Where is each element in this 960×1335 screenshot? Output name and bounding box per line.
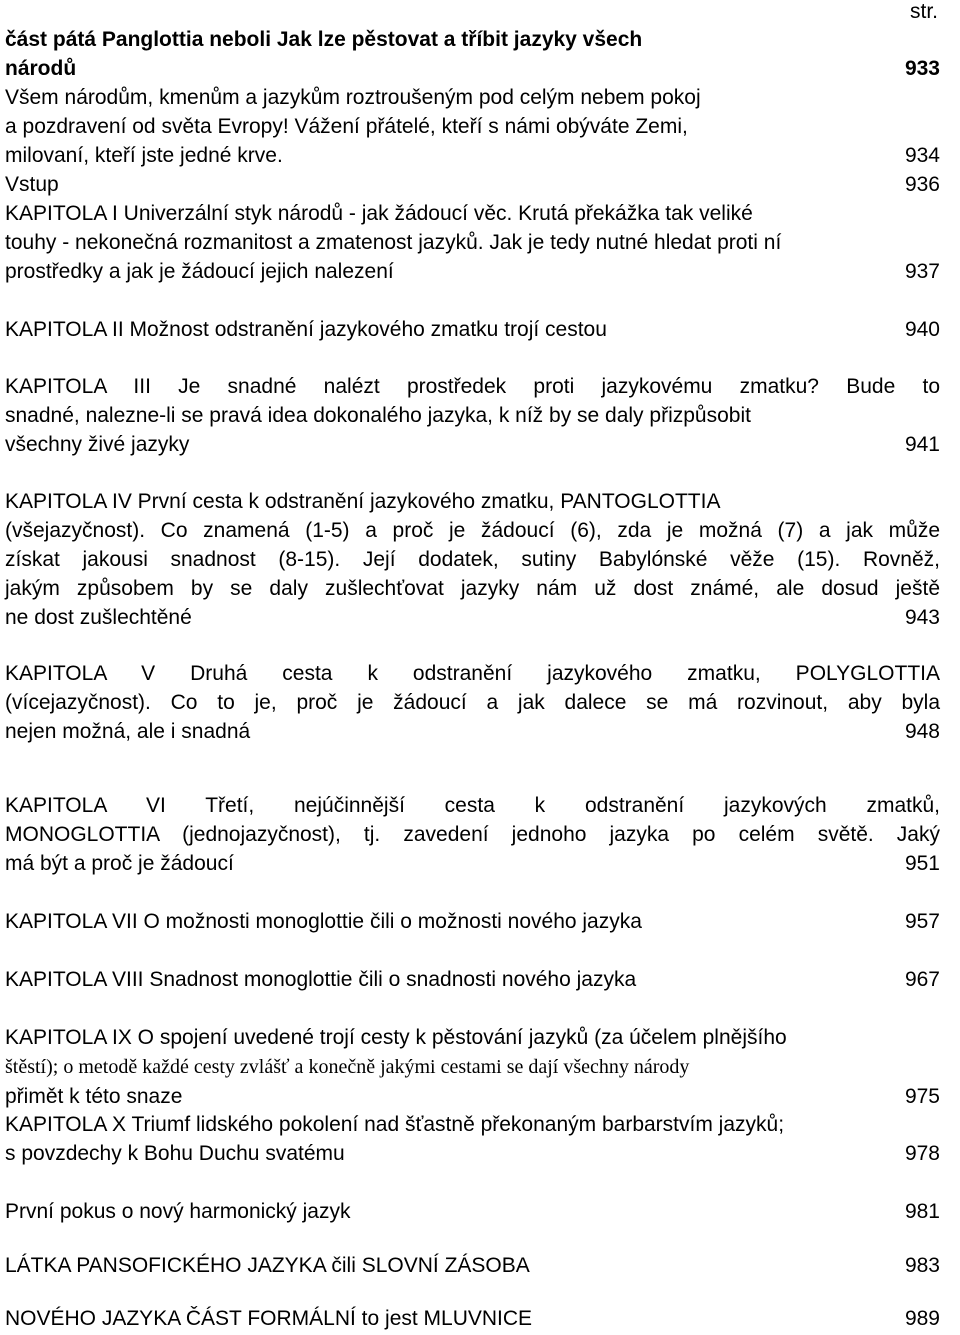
page-number: 981 — [904, 1200, 940, 1223]
toc-entry-mluvnice — [5, 1304, 940, 1333]
toc-entry-kapitola-2 — [5, 315, 940, 344]
entry-line: jakým způsobem by se daly zušlechťovat jazyky nám už dost známé, ale dosud ještě — [5, 577, 940, 600]
entry-line: (všejazyčnost). Co znamená (1-5) a proč je žádoucí (6), zda je možná (7) a jak může — [5, 519, 940, 542]
entry-line: KAPITOLA X Triumf lidského pokolení nad šťastně překonaným barbarstvím jazyků; — [5, 1113, 785, 1136]
page-number: 943 — [904, 606, 940, 629]
entry-line: První pokus o nový harmonický jazyk — [5, 1200, 351, 1223]
entry-line: všechny živé jazyky — [5, 433, 190, 456]
page-number: 983 — [904, 1254, 940, 1277]
entry-line: KAPITOLA VI Třetí, nejúčinnější cesta k odstranění jazykových zmatků, — [5, 794, 940, 817]
page-number: 989 — [904, 1307, 940, 1330]
entry-line: Vstup — [5, 173, 59, 196]
entry-line: získat jakousi snadnost (8-15). Její dodatek, sutiny Babylónské věže (15). Rovněž, — [5, 548, 940, 571]
page-column-header: str. — [909, 0, 938, 23]
entry-line: LÁTKA PANSOFICKÉHO JAZYKA čili SLOVNÍ ZÁSOBA — [5, 1254, 530, 1277]
toc-entry-kapitola-1 — [5, 199, 940, 286]
toc-entry-kapitola-6 — [5, 791, 940, 878]
entry-line: štěstí); o metodě každé cesty zvlášť a konečně jakými cestami se dají všechny národy — [5, 1056, 690, 1078]
entry-line: Všem národům, kmenům a jazykům roztroušeným pod celým nebem pokoj — [5, 86, 701, 109]
entry-line: prostředky a jak je žádoucí jejich nalezení — [5, 260, 394, 283]
entry-line: přimět k této snaze — [5, 1085, 183, 1108]
page-number: 948 — [904, 720, 940, 743]
entry-line: KAPITOLA VII O možnosti monoglottie čili o možnosti nového jazyka — [5, 910, 642, 933]
toc-entry-vsem-narodum — [5, 83, 940, 170]
toc-entry-cast-pata — [5, 25, 940, 83]
entry-line: MONOGLOTTIA (jednojazyčnost), tj. zavedení jednoho jazyka po celém světě. Jaký — [5, 823, 940, 846]
toc-entry-kapitola-5 — [5, 659, 940, 746]
entry-line: ne dost zušlechtěné — [5, 606, 192, 629]
toc-entry-kapitola-8 — [5, 965, 940, 994]
toc-entry-vstup — [5, 170, 940, 199]
page-number: 951 — [904, 852, 940, 875]
entry-line: KAPITOLA III Je snadné nalézt prostředek proti jazykovému zmatku? Bude to — [5, 375, 940, 398]
entry-line: (vícejazyčnost). Co to je, proč je žádoucí a jak dalece se má rozvinout, aby byla — [5, 691, 940, 714]
entry-line: snadné, nalezne-li se pravá idea dokonalého jazyka, k níž by se daly přizpůsobit — [5, 404, 751, 427]
toc-entry-kapitola-10 — [5, 1110, 940, 1168]
toc-entry-prvni-pokus — [5, 1197, 940, 1226]
entry-line: má být a proč je žádoucí — [5, 852, 234, 875]
entry-line: nejen možná, ale i snadná — [5, 720, 251, 743]
entry-line: KAPITOLA V Druhá cesta k odstranění jazykového zmatku, POLYGLOTTIA — [5, 662, 940, 685]
entry-line: KAPITOLA VIII Snadnost monoglottie čili o snadnosti nového jazyka — [5, 968, 637, 991]
entry-line: část pátá Panglottia neboli Jak lze pěstovat a tříbit jazyky všech — [5, 28, 643, 51]
entry-line: milovaní, kteří jste jedné krve. — [5, 144, 283, 167]
entry-line: touhy - nekonečná rozmanitost a zmatenost jazyků. Jak je tedy nutné hledat proti ní — [5, 231, 782, 254]
toc-entry-latka — [5, 1251, 940, 1280]
entry-line: KAPITOLA II Možnost odstranění jazykového zmatku trojí cestou — [5, 318, 607, 341]
entry-line: KAPITOLA IX O spojení uvedené trojí cesty k pěstování jazyků (za účelem plnějšího — [5, 1026, 787, 1049]
entry-line: KAPITOLA IV První cesta k odstranění jazykového zmatku, PANTOGLOTTIA — [5, 490, 721, 513]
page-number: 967 — [904, 968, 940, 991]
page-number: 941 — [904, 433, 940, 456]
page-number: 940 — [904, 318, 940, 341]
page-number: 957 — [904, 910, 940, 933]
page-number: 978 — [904, 1142, 940, 1165]
entry-line: s povzdechy k Bohu Duchu svatému — [5, 1142, 345, 1165]
toc-entry-kapitola-7 — [5, 907, 940, 936]
toc-entry-kapitola-4 — [5, 487, 940, 632]
page-number: 933 — [904, 57, 940, 80]
entry-line: KAPITOLA I Univerzální styk národů - jak žádoucí věc. Krutá překážka tak veliké — [5, 202, 753, 225]
page-number: 975 — [904, 1085, 940, 1108]
page-number: 936 — [904, 173, 940, 196]
toc-entry-kapitola-3 — [5, 372, 940, 459]
entry-line: a pozdravení od světa Evropy! Vážení přátelé, kteří s námi obýváte Zemi, — [5, 115, 688, 138]
page-number: 934 — [904, 144, 940, 167]
toc-entry-kapitola-9 — [5, 1023, 940, 1111]
page-number: 937 — [904, 260, 940, 283]
entry-line: národů — [5, 57, 77, 80]
entry-line: NOVÉHO JAZYKA ČÁST FORMÁLNÍ to jest MLUVNICE — [5, 1307, 533, 1330]
